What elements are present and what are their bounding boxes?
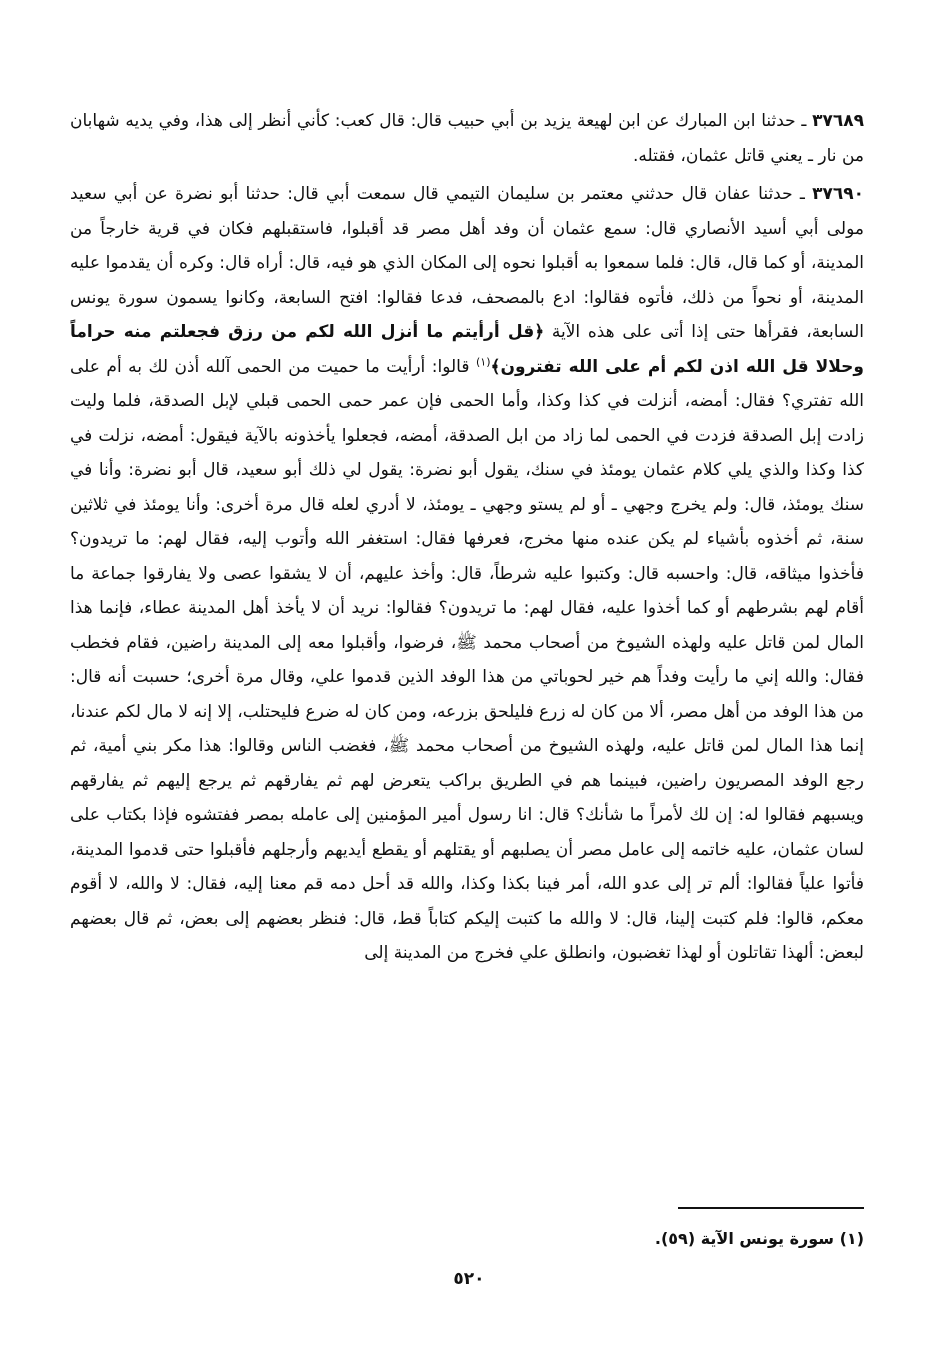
hadith-number: ٣٧٦٩٠ — [812, 184, 864, 204]
footnote-ref: (١) — [475, 354, 491, 368]
page-body — [70, 104, 864, 971]
footnote-divider — [678, 1207, 864, 1209]
hadith-37689 — [70, 104, 864, 173]
hadith-37690 — [70, 177, 864, 971]
hadith-text-after: قالوا: أرأيت ما حميت من الحمى آلله أذن لك به أم على الله تفتري؟ فقال: أمضه، أنزلت في كذا وكذا، وأما الحمى فإن عمر حمى الحمى قبلي لإبل الصدقة، فلما وليت زادت إبل الصدقة فزدت في الحمى لما زاد من ابل الصدقة، أمضه، فجعلوا يأخذونه بالآية فيقول: أمضه، نزلت في كذا وكذا والذي يلي كلام عثمان يومئذ في سنك، يقول أبو نضرة: يقول لي ذلك أبو سعيد، قال أبو نضرة: وأنا في سنك يومئذ، قال: ولم يخرج وجهي ـ أو لم يستو وجهي ـ يومئذ، لا أدري لعله قال مرة أخرى: وأنا يومئذ في ثلاثين سنة، ثم أخذوه بأشياء لم يكن عنده منها مخرج، فعرفها فقال: استغفر الله وأتوب إليه، فقال لهم: ما تريدون؟ فأخذوا ميثاقه، قال: واحسبه قال: وكتبوا عليه شرطاً، قال: وأخذ عليهم، أن لا يشقوا عصى ولا يفارقوا جماعة ما أقام لهم بشرطهم أو كما أخذوا عليه، فقال لهم: ما تريدون؟ فقالوا: نريد أن لا يأخذ أهل المدينة عطاء، فإنما هذا المال لمن قاتل عليه ولهذه الشيوخ من أصحاب محمد ﷺ، فرضوا، وأقبلوا معه إلى المدينة راضين، فقام فخطب فقال: والله إني ما رأيت وفداً هم خير لحوباتي من هذا الوفد الذين قدموا علي، وقال مرة أخرى؛ حسبت أنه قال: من هذا الوفد من أهل مصر، ألا من كان له زرع فليلحق بزرعه، ومن كان له ضرع فليحتلب، إلا إنه لا مال لكم عندنا، إنما هذا المال لمن قاتل عليه، ولهذه الشيوخ من أصحاب محمد ﷺ، فغضب الناس وقالوا: هذا مكر بني أمية، ثم رجع الوفد المصريون راضين، فبينما هم في الطريق براكب يتعرض لهم ثم يفارقهم ثم يرجع إليهم ثم يفارقهم ويسبهم فقالوا له: إن لك لأمراً ما شأنك؟ قال: انا رسول أمير المؤمنين إلى عامله بمصر ففتشوه فإذا بكتاب على لسان عثمان، عليه خاتمه إلى عامل مصر أن يصلبهم أو يقتلهم أو يقطع أيديهم وأرجلهم فأقبلوا حتى قدموا المدينة، فأتوا علياً فقالوا: ألم تر إلى عدو الله، أمر فينا بكذا وكذا، والله قد أحل دمه قم معنا إليه، فقال: لا والله، لا أقوم معكم، قالوا: فلم كتبت إلينا، قال: لا والله ما كتبت إليكم كتاباً قط، قال: فنظر بعضهم إلى بعض، ثم قال بعضهم لبعض: ألهذا تقاتلون أو لهذا تغضبون، وانطلق علي فخرج من المدينة إلى — [70, 356, 864, 963]
hadith-text-before: ـ حدثنا عفان قال حدثني معتمر بن سليمان التيمي قال سمعت أبي قال: حدثنا أبو نضرة عن أبي سعيد مولى أبي أسيد الأنصاري قال: سمع عثمان أن وفد أهل مصر قد أقبلوا، فاستقبلهم فكان في قرية خارجاً من المدينة، أو كما قال، قال: فلما سمعوا به أقبلوا نحوه إلى المكان الذي هو فيه، قال: أراه قال: وكره أن يقدموا عليه المدينة، أو نحواً من ذلك، فأتوه فقالوا: ادع بالمصحف، فدعا فقالوا: افتح السابعة، وكانوا يسمون سورة يونس السابعة، فقرأها حتى إذا أتى على هذه الآية — [70, 184, 864, 342]
hadith-text: ـ حدثنا ابن المبارك عن ابن لهيعة يزيد بن أبي حبيب قال: قال كعب: كأني أنظر إلى هذا، وفي يديه شهابان من نار ـ يعني قاتل عثمان، فقتله. — [70, 111, 864, 166]
footnote: (١) سورة يونس الآية (٥٩). — [654, 1229, 864, 1248]
quran-verse: ﴿قل أرأيتم ما أنزل الله لكم من رزق فجعلتم منه حراماً وحلالا قل الله اذن لكم أم على الله تفترون﴾ — [70, 322, 864, 377]
hadith-number: ٣٧٦٨٩ — [812, 111, 864, 131]
page-number: ٥٢٠ — [453, 1269, 485, 1289]
